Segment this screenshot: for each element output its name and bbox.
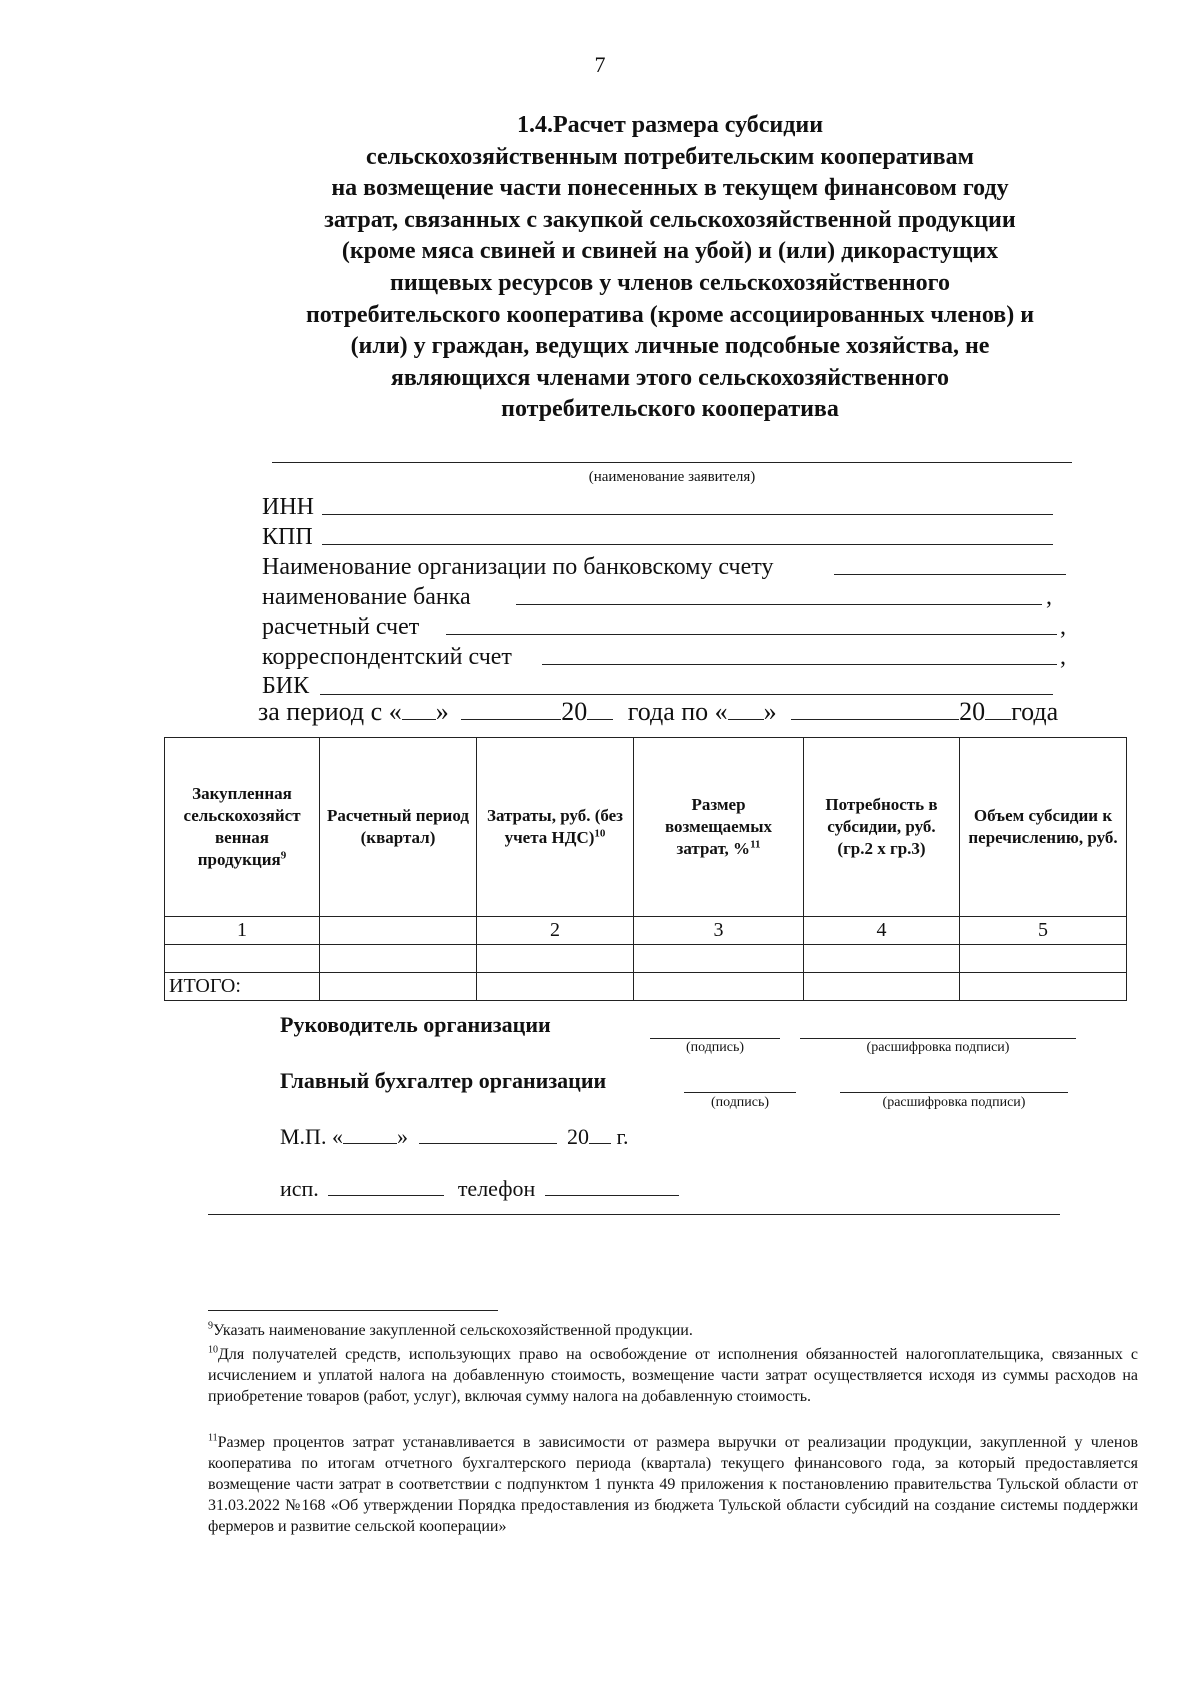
header-cell-product: Закупленная сельскохозяйст венная продукция$^9$ bbox=[165, 738, 320, 917]
chief-accountant-signature-title: Главный бухгалтер организации bbox=[280, 1068, 607, 1093]
title-line: (или) у граждан, ведущих личные подсобные хозяйства, не bbox=[350, 333, 990, 360]
column-number-row bbox=[165, 917, 1127, 945]
title-line: затрат, связанных с закупкой сельскохозяйственной продукции bbox=[324, 206, 1016, 233]
inn-label: ИНН bbox=[262, 494, 314, 520]
table-row bbox=[165, 945, 1127, 973]
head-decoding-line[interactable] bbox=[800, 1038, 1076, 1039]
footnote bbox=[208, 1344, 1138, 1407]
head-signature-caption: (подпись) bbox=[685, 1040, 745, 1055]
page-number: 7 bbox=[594, 52, 606, 77]
executor-blank[interactable] bbox=[328, 1195, 444, 1196]
corr-account-input-line[interactable] bbox=[542, 664, 1057, 665]
table-cell[interactable] bbox=[960, 945, 1127, 973]
mp-month-blank[interactable] bbox=[419, 1143, 557, 1144]
bik-label: БИК bbox=[262, 673, 310, 699]
period-from-day-blank[interactable] bbox=[402, 719, 436, 720]
footnote-number: 9 bbox=[208, 1320, 213, 1332]
title-line: (кроме мяса свиней и свиней на убой) и (или) дикорастущих bbox=[341, 238, 999, 265]
corr-account-label: корреспондентский счет bbox=[262, 644, 512, 670]
column-number: 1 bbox=[165, 917, 320, 945]
title-line: на возмещение части понесенных в текущем финансовом году bbox=[331, 175, 1009, 202]
title-line: являющихся членами этого сельскохозяйственного bbox=[390, 364, 950, 391]
header-cell-period: Расчетный период (квартал) bbox=[320, 738, 477, 917]
chief-accountant-signature-line[interactable] bbox=[684, 1092, 796, 1093]
table-cell[interactable] bbox=[477, 945, 634, 973]
applicant-caption: (наименование заявителя) bbox=[588, 469, 756, 485]
header-cell-need: Потребность в субсидии, руб. (гр.2 х гр.3) bbox=[804, 738, 960, 917]
title-line: потребительского кооператива bbox=[501, 396, 839, 423]
column-number bbox=[320, 917, 477, 945]
period-to-year-prefix: 20 bbox=[959, 697, 986, 726]
header-cell-rate: Размер возмещаемых затрат, %$^{11}$ bbox=[634, 738, 804, 917]
chief-accountant-signature-caption: (подпись) bbox=[710, 1095, 770, 1110]
table-cell[interactable] bbox=[320, 973, 477, 1001]
total-label: ИТОГО: bbox=[165, 973, 320, 1001]
chief-accountant-decoding-line[interactable] bbox=[840, 1092, 1068, 1093]
period-close-quote: » bbox=[435, 697, 449, 726]
inn-input-line[interactable] bbox=[322, 514, 1053, 515]
bik-input-line[interactable] bbox=[320, 694, 1053, 695]
table-cell[interactable] bbox=[165, 945, 320, 973]
document-title bbox=[240, 110, 1100, 426]
org-name-label: Наименование организации по банковскому счету bbox=[262, 554, 774, 580]
account-input-line[interactable] bbox=[446, 634, 1057, 635]
head-signature-title: Руководитель организации bbox=[280, 1012, 551, 1037]
table-header-row bbox=[165, 738, 1127, 917]
table-cell[interactable] bbox=[804, 973, 960, 1001]
account-comma: , bbox=[1060, 614, 1066, 640]
executor-label: исп. bbox=[280, 1176, 319, 1201]
bank-name-input-line[interactable] bbox=[516, 604, 1042, 605]
bank-name-label: наименование банка bbox=[262, 584, 471, 610]
table-cell[interactable] bbox=[634, 973, 804, 1001]
head-signature-line[interactable] bbox=[650, 1038, 780, 1039]
account-label: расчетный счет bbox=[262, 614, 420, 640]
subsidy-table bbox=[164, 737, 1127, 1001]
period-close-quote: » bbox=[763, 697, 777, 726]
mp-year-prefix: 20 bbox=[566, 1124, 589, 1149]
corr-account-comma: , bbox=[1060, 644, 1066, 670]
footnote bbox=[208, 1432, 1138, 1537]
kpp-label: КПП bbox=[262, 524, 313, 550]
period-from-month-blank[interactable] bbox=[461, 719, 561, 720]
period-to-year-blank[interactable] bbox=[985, 719, 1011, 720]
footnote-number: 11 bbox=[208, 1432, 218, 1444]
table-cell[interactable] bbox=[960, 973, 1127, 1001]
title-line: сельскохозяйственным потребительским кооперативам bbox=[366, 143, 974, 170]
title-line: 1.4.Расчет размера субсидии bbox=[516, 112, 824, 138]
org-name-input-line[interactable] bbox=[834, 574, 1066, 575]
phone-label: телефон bbox=[457, 1176, 536, 1201]
kpp-input-line[interactable] bbox=[322, 544, 1053, 545]
stamp-date-row bbox=[280, 1124, 629, 1150]
header-cell-costs: Затраты, руб. (без учета НДС)$^{10}$ bbox=[477, 738, 634, 917]
mp-year-suffix: г. bbox=[616, 1124, 629, 1149]
mp-label: М.П. « bbox=[280, 1124, 343, 1149]
table-cell[interactable] bbox=[320, 945, 477, 973]
total-row bbox=[165, 973, 1127, 1001]
mp-close-quote: » bbox=[396, 1124, 408, 1149]
header-cell-transfer: Объем субсидии к перечислению, руб. bbox=[960, 738, 1127, 917]
footnote-number: 10 bbox=[208, 1344, 218, 1356]
period-from-year-blank[interactable] bbox=[587, 719, 613, 720]
executor-row bbox=[280, 1176, 679, 1202]
footnote-text: Для получателей средств, использующих право на освобождение от исполнения обязанностей налогоплательщика, связанных с исчислением и уплатой налога на добавленную стоимость, возмещение части затрат осуществляется исходя из суммы расходов на приобретение товаров (работ, услуг), включая сумму налога на добавленную стоимость. bbox=[208, 1346, 1138, 1405]
column-number: 5 bbox=[960, 917, 1127, 945]
footnote bbox=[208, 1320, 1138, 1341]
table-cell[interactable] bbox=[804, 945, 960, 973]
period-to-day-blank[interactable] bbox=[728, 719, 764, 720]
column-number: 2 bbox=[477, 917, 634, 945]
period-from-label: за период с « bbox=[258, 697, 402, 726]
footnote-text: Указать наименование закупленной сельскохозяйственной продукции. bbox=[213, 1322, 693, 1339]
period-end-label: года bbox=[1011, 697, 1059, 726]
title-line: пищевых ресурсов у членов сельскохозяйственного bbox=[390, 269, 950, 296]
head-decoding-caption: (расшифровка подписи) bbox=[866, 1040, 1010, 1055]
period-from-year-prefix: 20 bbox=[561, 697, 588, 726]
table-cell[interactable] bbox=[477, 973, 634, 1001]
applicant-name-line[interactable] bbox=[272, 462, 1072, 463]
column-number: 3 bbox=[634, 917, 804, 945]
section-end-line bbox=[208, 1214, 1060, 1215]
mp-day-blank[interactable] bbox=[343, 1143, 397, 1144]
period-row bbox=[258, 697, 1058, 727]
column-number: 4 bbox=[804, 917, 960, 945]
footnote-separator bbox=[208, 1310, 498, 1311]
table-cell[interactable] bbox=[634, 945, 804, 973]
footnote-text: Размер процентов затрат устанавливается в зависимости от размера выручки от реализации продукции, закупленной у членов кооператива по итогам отчетного бухгалтерского периода (квартала) текущего финансового года, за который предоставляется возмещение части затрат в соответствии с подпунктом 1 пункта 49 приложения к постановлению правительства Тульской области от 31.03.2022 №168 «Об утверждении Порядка предоставления из бюджета Тульской области субсидий на создание системы поддержки фермеров и развитие сельской кооперации» bbox=[208, 1434, 1138, 1535]
title-line: потребительского кооператива (кроме ассоциированных членов) и bbox=[305, 301, 1035, 328]
mp-year-blank[interactable] bbox=[589, 1143, 611, 1144]
phone-blank[interactable] bbox=[545, 1195, 679, 1196]
period-to-month-blank[interactable] bbox=[791, 719, 959, 720]
chief-accountant-decoding-caption: (расшифровка подписи) bbox=[882, 1095, 1026, 1110]
bank-comma: , bbox=[1046, 584, 1052, 610]
period-mid-label: года по « bbox=[627, 697, 728, 726]
